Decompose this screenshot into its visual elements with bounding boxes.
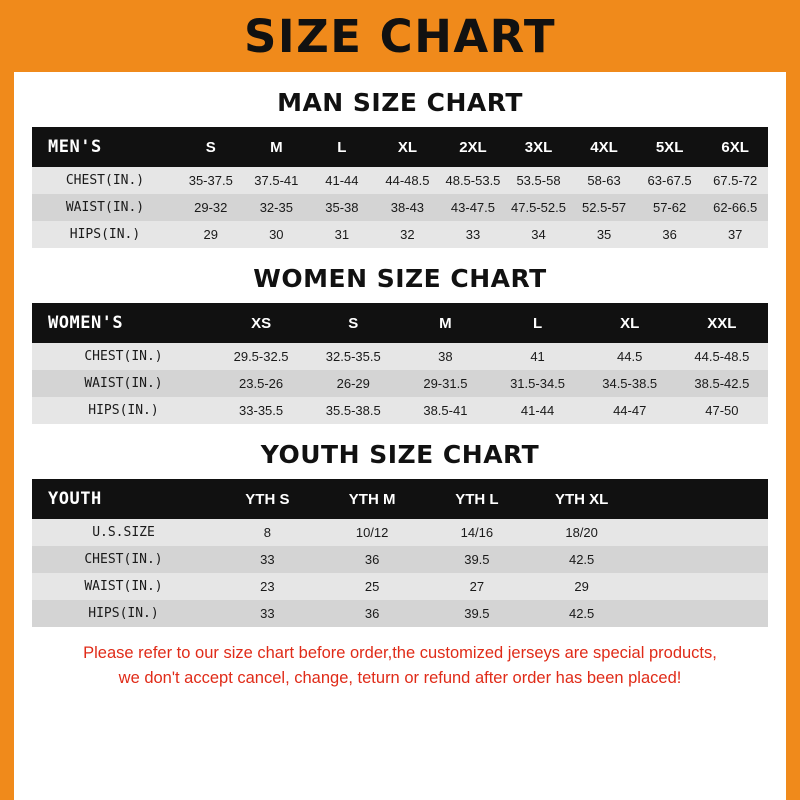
women-chest-l: 41 <box>491 343 583 370</box>
youth-chest-s: 33 <box>215 546 320 573</box>
women-hips-xxl: 47-50 <box>676 397 768 424</box>
men-waist-label: WAIST(IN.) <box>32 194 178 221</box>
women-waist-m: 29-31.5 <box>399 370 491 397</box>
men-chest-3xl: 53.5-58 <box>506 167 572 194</box>
women-waist-label: WAIST(IN.) <box>32 370 215 397</box>
men-header-l: L <box>309 127 375 167</box>
youth-size-table <box>32 479 768 627</box>
youth-chest-m: 36 <box>320 546 425 573</box>
youth-waist-xl: 29 <box>529 573 634 600</box>
men-hips-6xl: 37 <box>702 221 768 248</box>
table-header-row <box>32 479 768 519</box>
youth-table-body <box>32 519 768 627</box>
men-header-3xl: 3XL <box>506 127 572 167</box>
men-header-xl: XL <box>375 127 441 167</box>
men-table-body <box>32 167 768 248</box>
men-hips-3xl: 34 <box>506 221 572 248</box>
page-title: SIZE CHART <box>243 9 557 63</box>
women-header-xl: XL <box>584 303 676 343</box>
men-chest-label: CHEST(IN.) <box>32 167 178 194</box>
women-header-s: S <box>307 303 399 343</box>
women-table-body <box>32 343 768 424</box>
men-waist-5xl: 57-62 <box>637 194 703 221</box>
youth-header-empty <box>634 479 768 519</box>
women-waist-xxl: 38.5-42.5 <box>676 370 768 397</box>
men-hips-xl: 32 <box>375 221 441 248</box>
youth-chest-empty <box>634 546 768 573</box>
order-policy-line-1: Please refer to our size chart before order,the customized jerseys are special products, <box>83 644 717 662</box>
men-header-5xl: 5XL <box>637 127 703 167</box>
youth-chest-l: 39.5 <box>425 546 530 573</box>
men-chest-2xl: 48.5-53.5 <box>440 167 506 194</box>
table-row <box>32 600 768 627</box>
page-banner <box>14 0 786 72</box>
youth-waist-empty <box>634 573 768 600</box>
table-row <box>32 343 768 370</box>
women-header-l: L <box>491 303 583 343</box>
women-size-section <box>14 264 786 424</box>
men-hips-s: 29 <box>178 221 244 248</box>
youth-waist-m: 25 <box>320 573 425 600</box>
youth-hips-l: 39.5 <box>425 600 530 627</box>
men-hips-4xl: 35 <box>571 221 637 248</box>
men-hips-l: 31 <box>309 221 375 248</box>
table-row <box>32 167 768 194</box>
men-chest-5xl: 63-67.5 <box>637 167 703 194</box>
table-header-row <box>32 127 768 167</box>
women-hips-s: 35.5-38.5 <box>307 397 399 424</box>
women-chest-s: 32.5-35.5 <box>307 343 399 370</box>
youth-hips-label: HIPS(IN.) <box>32 600 215 627</box>
men-waist-m: 32-35 <box>244 194 310 221</box>
youth-ussize-s: 8 <box>215 519 320 546</box>
table-row <box>32 519 768 546</box>
youth-header-m: YTH M <box>320 479 425 519</box>
men-waist-2xl: 43-47.5 <box>440 194 506 221</box>
men-hips-2xl: 33 <box>440 221 506 248</box>
men-chest-s: 35-37.5 <box>178 167 244 194</box>
women-hips-m: 38.5-41 <box>399 397 491 424</box>
men-header-s: S <box>178 127 244 167</box>
men-hips-m: 30 <box>244 221 310 248</box>
youth-chest-xl: 42.5 <box>529 546 634 573</box>
women-waist-xl: 34.5-38.5 <box>584 370 676 397</box>
youth-ussize-m: 10/12 <box>320 519 425 546</box>
youth-header-xl: YTH XL <box>529 479 634 519</box>
women-chest-xxl: 44.5-48.5 <box>676 343 768 370</box>
youth-hips-empty <box>634 600 768 627</box>
youth-table-head <box>32 479 768 519</box>
men-chest-xl: 44-48.5 <box>375 167 441 194</box>
men-section-title: MAN SIZE CHART <box>277 88 523 117</box>
men-waist-l: 35-38 <box>309 194 375 221</box>
women-waist-s: 26-29 <box>307 370 399 397</box>
table-row <box>32 221 768 248</box>
men-header-2xl: 2XL <box>440 127 506 167</box>
youth-waist-s: 23 <box>215 573 320 600</box>
women-chest-label: CHEST(IN.) <box>32 343 215 370</box>
youth-ussize-empty <box>634 519 768 546</box>
women-header-xxl: XXL <box>676 303 768 343</box>
table-row <box>32 397 768 424</box>
table-row <box>32 573 768 600</box>
order-policy-line-2: we don't accept cancel, change, teturn or refund after order has been placed! <box>118 668 682 687</box>
order-policy-note <box>30 641 770 691</box>
table-row <box>32 370 768 397</box>
youth-size-section <box>14 440 786 627</box>
youth-waist-l: 27 <box>425 573 530 600</box>
men-waist-3xl: 47.5-52.5 <box>506 194 572 221</box>
table-row <box>32 546 768 573</box>
men-chest-4xl: 58-63 <box>571 167 637 194</box>
men-size-section <box>14 88 786 248</box>
men-chest-m: 37.5-41 <box>244 167 310 194</box>
men-waist-s: 29-32 <box>178 194 244 221</box>
youth-waist-label: WAIST(IN.) <box>32 573 215 600</box>
women-header-m: M <box>399 303 491 343</box>
youth-ussize-label: U.S.SIZE <box>32 519 215 546</box>
table-row <box>32 194 768 221</box>
women-waist-xs: 23.5-26 <box>215 370 307 397</box>
men-table-head <box>32 127 768 167</box>
youth-ussize-l: 14/16 <box>425 519 530 546</box>
men-hips-5xl: 36 <box>637 221 703 248</box>
youth-chest-label: CHEST(IN.) <box>32 546 215 573</box>
youth-ussize-xl: 18/20 <box>529 519 634 546</box>
men-waist-xl: 38-43 <box>375 194 441 221</box>
women-chest-xl: 44.5 <box>584 343 676 370</box>
women-table-head <box>32 303 768 343</box>
women-hips-label: HIPS(IN.) <box>32 397 215 424</box>
women-header-label: WOMEN'S <box>32 303 215 343</box>
youth-hips-s: 33 <box>215 600 320 627</box>
women-hips-l: 41-44 <box>491 397 583 424</box>
men-header-m: M <box>244 127 310 167</box>
youth-header-s: YTH S <box>215 479 320 519</box>
women-waist-l: 31.5-34.5 <box>491 370 583 397</box>
youth-section-title: YOUTH SIZE CHART <box>260 440 540 469</box>
men-hips-label: HIPS(IN.) <box>32 221 178 248</box>
men-header-label: MEN'S <box>32 127 178 167</box>
youth-header-label: YOUTH <box>32 479 215 519</box>
women-chest-m: 38 <box>399 343 491 370</box>
men-chest-6xl: 67.5-72 <box>702 167 768 194</box>
table-header-row <box>32 303 768 343</box>
youth-hips-m: 36 <box>320 600 425 627</box>
women-chest-xs: 29.5-32.5 <box>215 343 307 370</box>
youth-header-l: YTH L <box>425 479 530 519</box>
women-section-title: WOMEN SIZE CHART <box>253 264 547 293</box>
men-size-table <box>32 127 768 248</box>
women-hips-xs: 33-35.5 <box>215 397 307 424</box>
men-waist-4xl: 52.5-57 <box>571 194 637 221</box>
youth-hips-xl: 42.5 <box>529 600 634 627</box>
women-header-xs: XS <box>215 303 307 343</box>
men-header-4xl: 4XL <box>571 127 637 167</box>
men-header-6xl: 6XL <box>702 127 768 167</box>
women-size-table <box>32 303 768 424</box>
men-waist-6xl: 62-66.5 <box>702 194 768 221</box>
women-hips-xl: 44-47 <box>584 397 676 424</box>
men-chest-l: 41-44 <box>309 167 375 194</box>
